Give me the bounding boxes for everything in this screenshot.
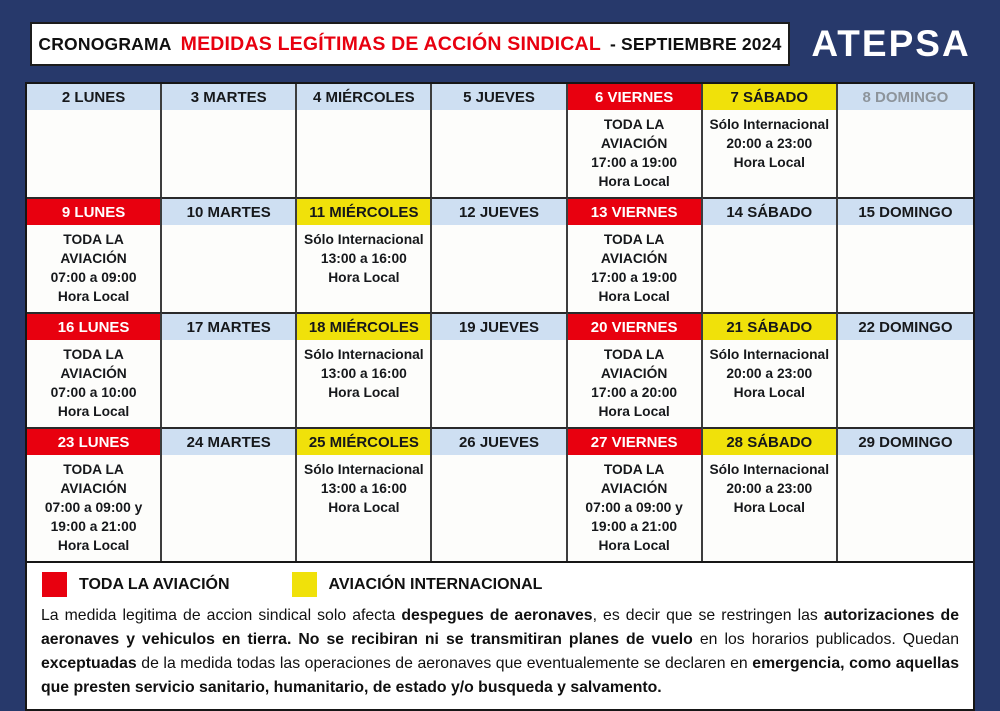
day-cell-line: Hora Local (598, 538, 670, 553)
day-cell-line: TODA LA AVIACIÓN (600, 117, 668, 151)
day-cell-line: Hora Local (733, 500, 805, 515)
day-header-6: 6 VIERNES (568, 84, 703, 110)
day-cell-line: Sólo Internacional (709, 117, 830, 132)
day-cell-line: TODA LA AVIACIÓN (60, 462, 127, 496)
day-cell-line: Hora Local (598, 289, 670, 304)
day-cell-line: TODA LA AVIACIÓN (60, 347, 127, 381)
day-header-12: 12 JUEVES (432, 197, 567, 225)
day-cell-8 (838, 110, 973, 197)
notes-segment: en los horarios publicados. Quedan (692, 631, 959, 648)
day-cell-line: Sólo Internacional (304, 462, 424, 477)
day-header-14: 14 SÁBADO (703, 197, 838, 225)
day-cell-line: Hora Local (57, 538, 130, 553)
day-header-2: 2 LUNES (27, 84, 162, 110)
legend-swatch-icon (42, 572, 67, 597)
day-cell-line: 20:00 a 23:00 (726, 481, 813, 496)
day-cell-26 (432, 455, 567, 561)
day-header-9: 9 LUNES (27, 197, 162, 225)
day-header-8: 8 DOMINGO (838, 84, 973, 110)
day-cell-6 (568, 110, 703, 197)
day-cell-line: 20:00 a 23:00 (726, 136, 813, 151)
day-cell-line: 20:00 a 23:00 (726, 366, 813, 381)
day-cell-17 (162, 340, 297, 427)
day-cell-19 (432, 340, 567, 427)
day-cell-line: Hora Local (733, 155, 805, 170)
day-cell-29 (838, 455, 973, 561)
day-header-28: 28 SÁBADO (703, 427, 838, 455)
day-cell-23 (27, 455, 162, 561)
day-header-25: 25 MIÉRCOLES (297, 427, 432, 455)
day-cell-line: TODA LA AVIACIÓN (600, 232, 668, 266)
day-cell-line: Hora Local (57, 404, 130, 419)
title-main: MEDIDAS LEGÍTIMAS DE ACCIÓN SINDICAL (180, 32, 601, 55)
day-header-7: 7 SÁBADO (703, 84, 838, 110)
day-header-22: 22 DOMINGO (838, 312, 973, 340)
day-cell-line: Hora Local (328, 500, 400, 515)
day-header-10: 10 MARTES (162, 197, 297, 225)
day-header-15: 15 DOMINGO (838, 197, 973, 225)
day-header-17: 17 MARTES (162, 312, 297, 340)
notes-bold-segment: autorizaciones de aeronaves y vehiculos en tierra. No se recibiran ni se transmitiran planes de vuelo (41, 607, 959, 648)
title-box (30, 22, 790, 66)
day-cell-22 (838, 340, 973, 427)
day-cell-2 (27, 110, 162, 197)
day-cell-line: 13:00 a 16:00 (320, 251, 407, 266)
day-cell-line: Sólo Internacional (304, 347, 424, 362)
legend-label: AVIACIÓN INTERNACIONAL (328, 575, 543, 593)
legend-swatch-icon (292, 572, 317, 597)
day-cell-13 (568, 225, 703, 312)
day-header-21: 21 SÁBADO (703, 312, 838, 340)
day-header-16: 16 LUNES (27, 312, 162, 340)
day-cell-28 (703, 455, 838, 561)
day-cell-line: 13:00 a 16:00 (320, 481, 407, 496)
day-header-11: 11 MIÉRCOLES (297, 197, 432, 225)
day-cell-12 (432, 225, 567, 312)
day-cell-line: 07:00 a 09:00 y (44, 500, 143, 515)
day-cell-line: Sólo Internacional (304, 232, 424, 247)
day-cell-25 (297, 455, 432, 561)
day-cell-line: 17:00 a 19:00 (591, 155, 678, 170)
day-cell-line: Hora Local (328, 385, 400, 400)
day-header-5: 5 JUEVES (432, 84, 567, 110)
title-prefix: CRONOGRAMA (38, 33, 172, 54)
day-cell-14 (703, 225, 838, 312)
calendar-grid (25, 82, 975, 563)
legend-item-1 (292, 572, 543, 597)
day-cell-line: Sólo Internacional (709, 347, 830, 362)
legend-item-0 (42, 572, 230, 597)
day-cell-9 (27, 225, 162, 312)
day-header-18: 18 MIÉRCOLES (297, 312, 432, 340)
legend-and-notes-box (25, 563, 975, 711)
day-cell-line: TODA LA AVIACIÓN (60, 232, 127, 266)
notes-paragraph (41, 604, 959, 700)
day-cell-line: 07:00 a 09:00 y (585, 500, 683, 515)
day-header-23: 23 LUNES (27, 427, 162, 455)
day-cell-24 (162, 455, 297, 561)
day-cell-21 (703, 340, 838, 427)
day-cell-line: Hora Local (598, 174, 670, 189)
day-cell-18 (297, 340, 432, 427)
day-cell-20 (568, 340, 703, 427)
notes-bold-segment: despegues de aeronaves (401, 607, 593, 624)
day-cell-line: Hora Local (328, 270, 400, 285)
notes-segment: , es decir que se restringen las (592, 607, 824, 624)
day-cell-line: 13:00 a 16:00 (320, 366, 407, 381)
day-header-4: 4 MIÉRCOLES (297, 84, 432, 110)
day-header-19: 19 JUEVES (432, 312, 567, 340)
day-cell-line: 17:00 a 20:00 (591, 385, 678, 400)
notes-segment: La medida legitima de accion sindical solo afecta (41, 607, 402, 624)
day-cell-line: Hora Local (57, 289, 130, 304)
day-header-13: 13 VIERNES (568, 197, 703, 225)
legend (27, 563, 973, 601)
day-cell-5 (432, 110, 567, 197)
title-date: - SEPTIEMBRE 2024 (609, 33, 782, 54)
day-cell-line: Sólo Internacional (709, 462, 830, 477)
day-cell-27 (568, 455, 703, 561)
day-cell-line: 17:00 a 19:00 (591, 270, 678, 285)
notes-segment: de la medida todas las operaciones de aeronaves que eventualemente se declaren en (136, 655, 753, 672)
day-cell-line: TODA LA AVIACIÓN (600, 347, 668, 381)
day-cell-line: 07:00 a 09:00 (50, 270, 137, 285)
atepsa-logo: ATEPSA (811, 23, 971, 64)
day-cell-line: TODA LA AVIACIÓN (600, 462, 668, 496)
day-cell-11 (297, 225, 432, 312)
day-header-26: 26 JUEVES (432, 427, 567, 455)
day-cell-15 (838, 225, 973, 312)
notes-bold-segment: emergencia, como aquellas que presten servicio sanitario, humanitario, de estado y/o busqueda y salvamento. (41, 655, 959, 696)
day-cell-line: 19:00 a 21:00 (591, 519, 678, 534)
day-header-27: 27 VIERNES (568, 427, 703, 455)
day-header-24: 24 MARTES (162, 427, 297, 455)
day-cell-10 (162, 225, 297, 312)
legend-label: TODA LA AVIACIÓN (79, 575, 230, 593)
header-bar (0, 0, 1000, 66)
day-cell-line: Hora Local (733, 385, 805, 400)
day-cell-3 (162, 110, 297, 197)
day-cell-line: 19:00 a 21:00 (50, 519, 137, 534)
day-cell-line: Hora Local (598, 404, 670, 419)
day-header-20: 20 VIERNES (568, 312, 703, 340)
day-header-29: 29 DOMINGO (838, 427, 973, 455)
day-cell-line: 07:00 a 10:00 (50, 385, 137, 400)
notes-bold-segment: exceptuadas (41, 655, 137, 672)
day-cell-7 (703, 110, 838, 197)
day-header-3: 3 MARTES (162, 84, 297, 110)
day-cell-16 (27, 340, 162, 427)
day-cell-4 (297, 110, 432, 197)
